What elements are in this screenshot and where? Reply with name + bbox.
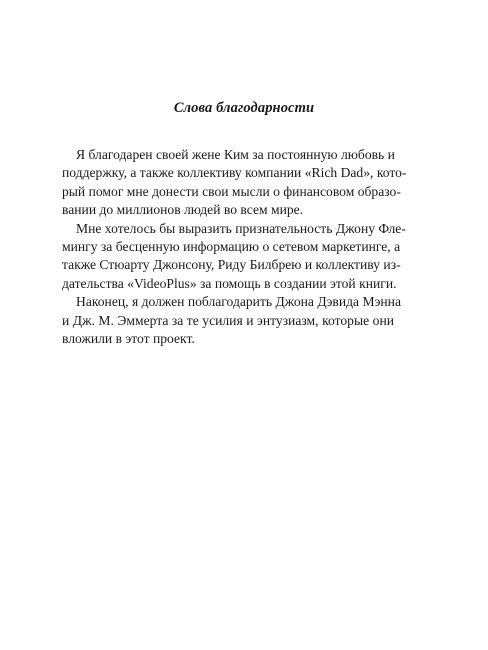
paragraph-3: [62, 293, 401, 348]
text-line: и Дж. М. Эммерта за те усилия и энтузиазм, которые они: [62, 312, 394, 328]
text-line: вложили в этот проект.: [62, 330, 195, 346]
text-line: Мне хотелось бы выразить признательность Джону Фле-: [76, 220, 406, 236]
text-line: Наконец, я должен поблагодарить Джона Дэвида Мэнна: [76, 294, 401, 310]
page-heading: Слова благодарности: [173, 100, 315, 116]
text-line: также Стюарту Джонсону, Риду Билбрею и коллективу из-: [62, 257, 401, 273]
text-line: дательства «VideoPlus» за помощь в создании этой книги.: [62, 275, 397, 291]
paragraph-2: [62, 220, 406, 294]
paragraph-1: [62, 146, 407, 220]
acknowledgements-text: [62, 146, 407, 348]
text-line: Я благодарен своей жене Ким за постоянную любовь и: [76, 147, 395, 162]
text-line: рый помог мне донести свои мысли о финансовом образо-: [62, 183, 401, 199]
text-line: мингу за бесценную информацию о сетевом маркетинге, а: [62, 238, 401, 254]
text-line: вании до миллионов людей во всем мире.: [62, 202, 304, 218]
text-line: поддержку, а также коллективу компании «Rich Dad», кото-: [62, 165, 407, 181]
